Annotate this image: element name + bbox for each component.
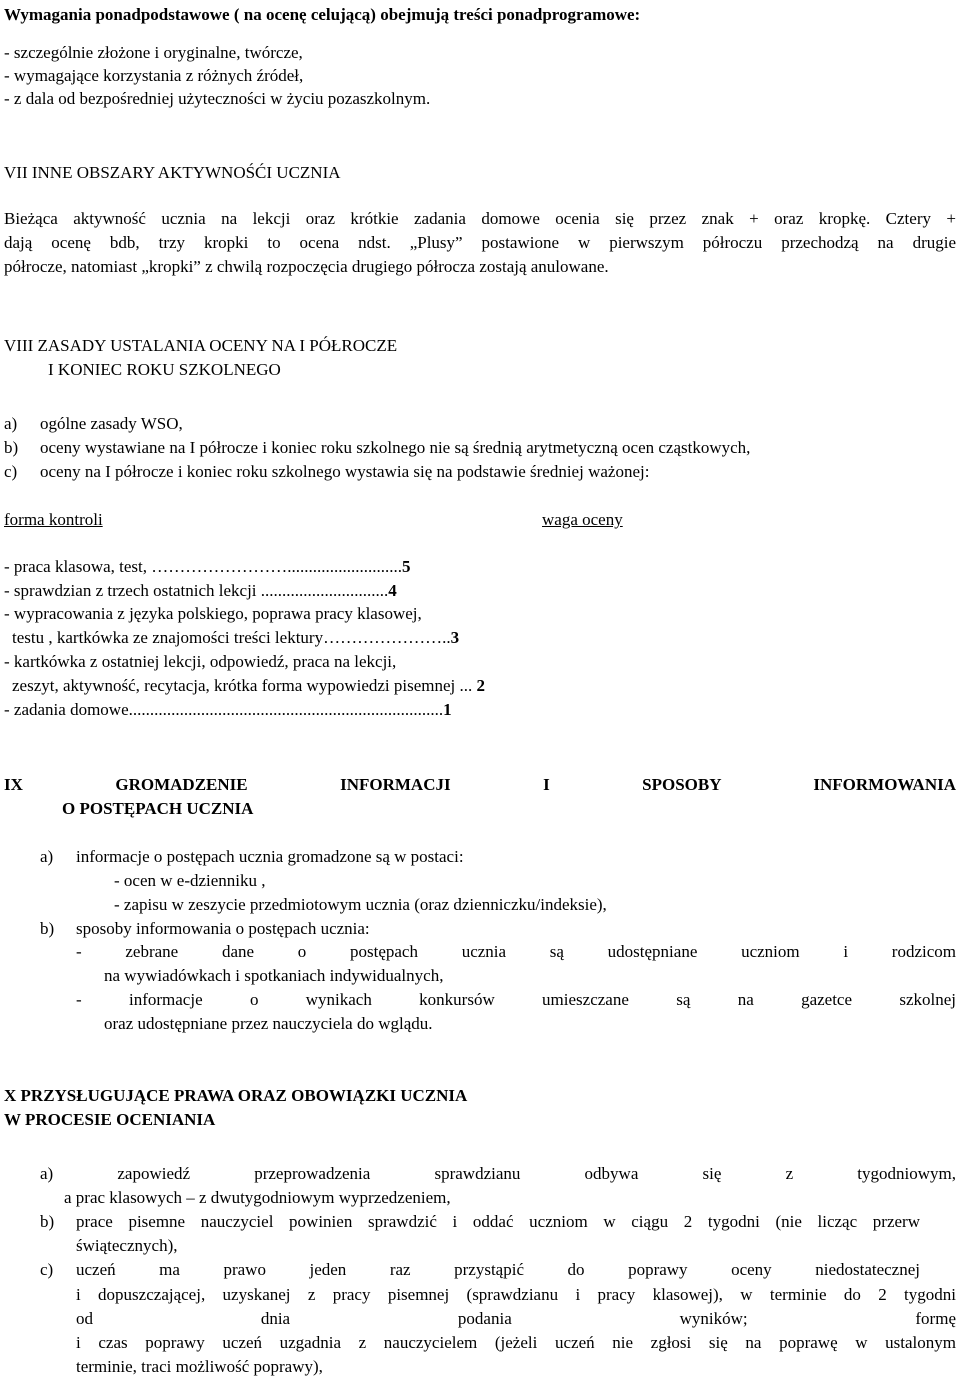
list-text: ogólne zasady WSO, bbox=[40, 414, 183, 433]
weight-row: - zadania domowe..........................................................................1 bbox=[4, 700, 452, 719]
list-item bbox=[4, 412, 956, 435]
sub-item: na wywiadówkach i spotkaniach indywidualnych, bbox=[104, 966, 444, 985]
list-item bbox=[4, 436, 956, 459]
section-8-title: VIII ZASADY USTALANIA OCENY NA I PÓŁROCZE bbox=[4, 336, 398, 355]
weight-value: 1 bbox=[443, 700, 452, 719]
intro-bullet: - wymagające korzystania z różnych źródeł, bbox=[4, 66, 304, 85]
sub-item: - zapisu w zeszycie przedmiotowym ucznia (oraz dzienniczku/indeksie), bbox=[114, 895, 607, 914]
section-7-title: VII INNE OBSZARY AKTYWNOŚĆI UCZNIA bbox=[4, 163, 341, 182]
sub-item: - ocen w e-dzienniku , bbox=[114, 871, 266, 890]
weight-value: 3 bbox=[450, 628, 460, 647]
list-item: a) zapowiedź przeprowadzenia sprawdzianu odbywa się z tygodniowym, bbox=[40, 1164, 956, 1183]
list-item-cont: a prac klasowych – z dwutygodniowym wyprzedzeniem, bbox=[64, 1188, 451, 1207]
weight-row: - sprawdzian z trzech ostatnich lekcji ..............................4 bbox=[4, 581, 397, 600]
section-7-line: półrocze, natomiast „kropki” z chwilą rozpoczęcia drugiego półrocza zostają anulowane. bbox=[4, 257, 609, 276]
list-item: b) prace pisemne nauczyciel powinien sprawdzić i oddać uczniom w ciągu 2 tygodni (nie licząc przerw bbox=[40, 1212, 920, 1231]
list-label: a) bbox=[4, 414, 18, 433]
weight-value: 5 bbox=[402, 557, 411, 576]
section-10-title: X PRZYSŁUGUJĄCE PRAWA ORAZ OBOWIĄZKI UCZNIA bbox=[4, 1086, 468, 1105]
section-7-line: dają ocenę bdb, trzy kropki to ocena ndst. „Plusy” postawione w pierwszym półroczu przechodzą na drugie bbox=[4, 233, 956, 252]
list-item-cont: i dopuszczającej, uzyskanej z pracy pisemnej (sprawdzianu i pracy klasowej), w terminie do 2 tygodni bbox=[76, 1285, 956, 1304]
list-label: c) bbox=[4, 462, 18, 481]
list-label: b) bbox=[4, 438, 19, 457]
list-item-cont: terminie, traci możliwość poprawy), bbox=[76, 1357, 323, 1376]
list-item-cont: i czas poprawy uczeń uzgadnia z nauczycielem (jeżeli uczeń nie zgłosi się na poprawę w ustalonym bbox=[76, 1333, 956, 1352]
list-text: oceny na I półrocze i koniec roku szkolnego wystawia się na podstawie średniej ważonej: bbox=[40, 462, 650, 481]
intro-heading: Wymagania ponadpodstawowe ( na ocenę celującą) obejmują treści ponadprogramowe: bbox=[4, 5, 641, 24]
section-9-title-2: O POSTĘPACH UCZNIA bbox=[62, 799, 254, 818]
section-7-line: Bieżąca aktywność ucznia na lekcji oraz krótkie zadania domowe ocenia się przez znak + oraz kropkę. Cztery + bbox=[4, 209, 956, 228]
sub-item: - zebrane dane o postępach ucznia są udostępniane uczniom i rodzicom bbox=[76, 942, 956, 961]
weight-row: - praca klasowa, test, ……………………...........................5 bbox=[4, 557, 411, 576]
list-item: c) uczeń ma prawo jeden raz przystąpić do poprawy oceny niedostatecznej bbox=[40, 1260, 920, 1279]
weight-value: 4 bbox=[388, 581, 397, 600]
intro-bullet: - szczególnie złożone i oryginalne, twórcze, bbox=[4, 43, 303, 62]
list-item-cont: świątecznych), bbox=[76, 1236, 178, 1255]
column-header-weight: waga oceny bbox=[542, 510, 623, 529]
list-item: b) sposoby informowania o postępach ucznia: bbox=[40, 919, 370, 938]
list-item-cont: od dnia podania wyników; formę bbox=[76, 1309, 956, 1328]
section-8-title-2: I KONIEC ROKU SZKOLNEGO bbox=[48, 360, 281, 379]
column-header-form: forma kontroli bbox=[4, 510, 103, 529]
weight-row: - kartkówka z ostatniej lekcji, odpowiedź, praca na lekcji, bbox=[4, 652, 397, 671]
list-item: a) informacje o postępach ucznia gromadzone są w postaci: bbox=[40, 847, 464, 866]
list-item bbox=[4, 460, 956, 483]
weight-value: 2 bbox=[476, 676, 486, 695]
weight-row: zeszyt, aktywność, recytacja, krótka forma wypowiedzi pisemnej ... 2 bbox=[12, 676, 486, 695]
weight-row: - wypracowania z języka polskiego, poprawa pracy klasowej, bbox=[4, 604, 422, 623]
sub-item: - informacje o wynikach konkursów umieszczane są na gazetce szkolnej bbox=[76, 990, 956, 1009]
weight-row: testu , kartkówka ze znajomości treści lektury…………………..3 bbox=[12, 628, 460, 647]
intro-bullet: - z dala od bezpośredniej użyteczności w życiu pozaszkolnym. bbox=[4, 89, 431, 108]
list-text: oceny wystawiane na I półrocze i koniec roku szkolnego nie są średnią arytmetyczną ocen cząstkowych, bbox=[40, 438, 751, 457]
sub-item: oraz udostępniane przez nauczyciela do wglądu. bbox=[104, 1014, 433, 1033]
section-10-title-2: W PROCESIE OCENIANIA bbox=[4, 1110, 216, 1129]
section-9-title: IX GROMADZENIE INFORMACJI I SPOSOBY INFORMOWANIA bbox=[4, 775, 956, 794]
